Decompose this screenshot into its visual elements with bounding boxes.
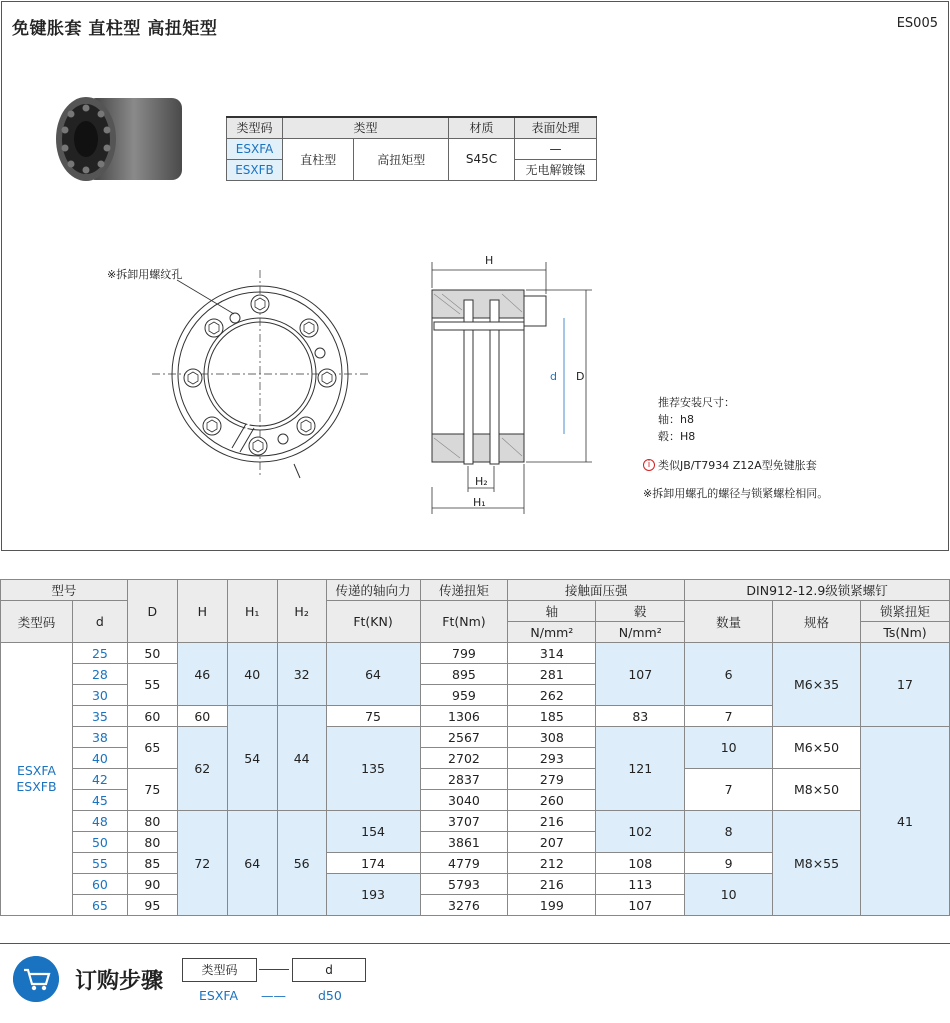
shaft-p-value: 281 (508, 664, 596, 685)
Ft-value: 193 (326, 874, 420, 916)
notes-hub: 毂：H8 (658, 430, 696, 443)
D-value: 85 (127, 853, 177, 874)
shaft-p-value: 216 (508, 811, 596, 832)
d-value: 48 (72, 811, 127, 832)
H2-value: 32 (277, 643, 326, 706)
screw-header: DIN912-12.9级锁紧螺钉 (685, 580, 950, 601)
torque-value: 959 (420, 685, 508, 706)
similar-note (643, 457, 817, 473)
d-value: 60 (72, 874, 127, 895)
dim-h2-label: H₂ (475, 475, 488, 488)
type-code-esxfa: ESXFA (227, 138, 283, 159)
H-value: 72 (177, 811, 227, 916)
d-value: 30 (72, 685, 127, 706)
H-value: 60 (177, 706, 227, 727)
torque-value: 2702 (420, 748, 508, 769)
d-value: 45 (72, 790, 127, 811)
axial-unit-header: Ft(KN) (326, 601, 420, 643)
type-code-header: 类型码 (227, 117, 283, 138)
qty-value: 8 (685, 811, 773, 853)
torque-value: 3707 (420, 811, 508, 832)
hub-header: 毂 (596, 601, 685, 622)
shaft-p-value: 279 (508, 769, 596, 790)
dim-h-label: H (485, 254, 494, 267)
order-example-d: d50 (318, 988, 342, 1003)
qty-header: 数量 (685, 601, 773, 643)
torque-value: 799 (420, 643, 508, 664)
Ft-value: 75 (326, 706, 420, 727)
info-icon: i (643, 459, 655, 471)
notes-shaft: 轴：h8 (658, 413, 694, 426)
shaft-p-value: 260 (508, 790, 596, 811)
Ft-value: 174 (326, 853, 420, 874)
shaft-p-value: 207 (508, 832, 596, 853)
install-notes (658, 394, 735, 445)
d-value: 28 (72, 664, 127, 685)
order-box-type-code: 类型码 (182, 958, 257, 982)
spec-table (0, 579, 950, 916)
shaft-p-value: 185 (508, 706, 596, 727)
hub-p-value: 113 (596, 874, 685, 895)
similar-text: 类似JB/T7934 Z12A型免键胀套 (658, 459, 817, 472)
screw-note: ※拆卸用螺孔的螺径与锁紧螺栓相同。 (643, 487, 829, 500)
material-value: S45C (449, 138, 515, 180)
axial-header: 传递的轴向力 (326, 580, 420, 601)
material-header: 材质 (449, 117, 515, 138)
size-value: M8×55 (773, 811, 861, 916)
size-header: 规格 (773, 601, 861, 643)
shaft-unit-header: N/mm² (508, 622, 596, 643)
surface-nickel: 无电解镀镍 (515, 159, 597, 180)
D-value: 50 (127, 643, 177, 664)
torque-header: 传递扭矩 (420, 580, 508, 601)
H-value: 46 (177, 643, 227, 706)
D-value: 80 (127, 811, 177, 832)
D-value: 90 (127, 874, 177, 895)
torque-value: 2567 (420, 727, 508, 748)
shaft-header: 轴 (508, 601, 596, 622)
torque-value: 5793 (420, 874, 508, 895)
torque-unit-header: Ft(Nm) (420, 601, 508, 643)
torque-value: 3861 (420, 832, 508, 853)
torque-value: 3040 (420, 790, 508, 811)
product-panel (1, 1, 949, 551)
qty-value: 7 (685, 706, 773, 727)
shaft-p-value: 308 (508, 727, 596, 748)
dim-D-label: D (576, 370, 585, 383)
hub-p-value: 83 (596, 706, 685, 727)
dim-h1-label: H₁ (473, 496, 486, 509)
H2-value: 56 (277, 811, 326, 916)
product-photo (46, 90, 191, 192)
surface-none: — (515, 138, 597, 159)
size-value: M6×35 (773, 643, 861, 727)
hub-p-value: 107 (596, 895, 685, 916)
hole-label: ※拆卸用螺纹孔 (107, 268, 183, 281)
D-header: D (127, 580, 177, 643)
Ft-value: 154 (326, 811, 420, 853)
hub-p-value: 108 (596, 853, 685, 874)
order-example-code: ESXFA (199, 988, 238, 1003)
product-code: ES005 (896, 16, 938, 31)
d-col-header: d (72, 601, 127, 643)
lock-value: 17 (861, 643, 950, 727)
cart-icon (13, 956, 59, 1002)
Ft-value: 64 (326, 643, 420, 706)
D-value: 80 (127, 832, 177, 853)
shaft-p-value: 314 (508, 643, 596, 664)
dim-d-label: d (550, 370, 557, 383)
torque-value: 4779 (420, 853, 508, 874)
torque-value: 2837 (420, 769, 508, 790)
qty-value: 10 (685, 874, 773, 916)
page-title: 免键胀套 直柱型 高扭矩型 (12, 19, 218, 39)
shaft-p-value: 212 (508, 853, 596, 874)
type-codes-cell: ESXFA ESXFB (1, 643, 73, 916)
side-view-drawing (432, 290, 546, 464)
D-value: 65 (127, 727, 177, 769)
hub-p-value: 102 (596, 811, 685, 853)
notes-title: 推荐安装尺寸： (658, 396, 735, 409)
H2-value: 44 (277, 706, 326, 811)
d-value: 40 (72, 748, 127, 769)
hub-unit-header: N/mm² (596, 622, 685, 643)
type-code-col-header: 类型码 (1, 601, 73, 643)
qty-value: 9 (685, 853, 773, 874)
lock-torque-header: 锁紧扭矩 (861, 601, 950, 622)
pressure-header: 接触面压强 (508, 580, 685, 601)
H-value: 62 (177, 727, 227, 811)
shaft-p-value: 293 (508, 748, 596, 769)
qty-value: 10 (685, 727, 773, 769)
size-value: M8×50 (773, 769, 861, 811)
d-value: 25 (72, 643, 127, 664)
type-table (226, 116, 597, 181)
torque-value: 1306 (420, 706, 508, 727)
model-header: 型号 (1, 580, 128, 601)
order-steps (1, 944, 949, 1020)
torque-value: 3276 (420, 895, 508, 916)
qty-value: 6 (685, 643, 773, 706)
shaft-p-value: 199 (508, 895, 596, 916)
type-code-esxfb: ESXFB (227, 159, 283, 180)
order-dash (259, 969, 289, 970)
d-value: 55 (72, 853, 127, 874)
d-value: 50 (72, 832, 127, 853)
H1-header: H₁ (227, 580, 277, 643)
hub-p-value: 107 (596, 643, 685, 706)
type-straight: 直柱型 (283, 138, 354, 180)
surface-header: 表面处理 (515, 117, 597, 138)
D-value: 55 (127, 664, 177, 706)
H2-header: H₂ (277, 580, 326, 643)
torque-value: 895 (420, 664, 508, 685)
lock-value: 41 (861, 727, 950, 916)
hub-p-value: 121 (596, 727, 685, 811)
H-header: H (177, 580, 227, 643)
H1-value: 40 (227, 643, 277, 706)
D-value: 60 (127, 706, 177, 727)
order-title: 订购步骤 (75, 969, 164, 994)
Ft-value: 135 (326, 727, 420, 811)
order-example-dash: —— (261, 988, 286, 1003)
qty-value: 7 (685, 769, 773, 811)
type-header: 类型 (283, 117, 449, 138)
lock-unit-header: Ts(Nm) (861, 622, 950, 643)
order-box-d: d (292, 958, 366, 982)
H1-value: 64 (227, 811, 277, 916)
size-value: M6×50 (773, 727, 861, 769)
D-value: 75 (127, 769, 177, 811)
d-value: 35 (72, 706, 127, 727)
type-high-torque: 高扭矩型 (354, 138, 449, 180)
D-value: 95 (127, 895, 177, 916)
d-value: 38 (72, 727, 127, 748)
shaft-p-value: 216 (508, 874, 596, 895)
shaft-p-value: 262 (508, 685, 596, 706)
d-value: 42 (72, 769, 127, 790)
d-value: 65 (72, 895, 127, 916)
H1-value: 54 (227, 706, 277, 811)
